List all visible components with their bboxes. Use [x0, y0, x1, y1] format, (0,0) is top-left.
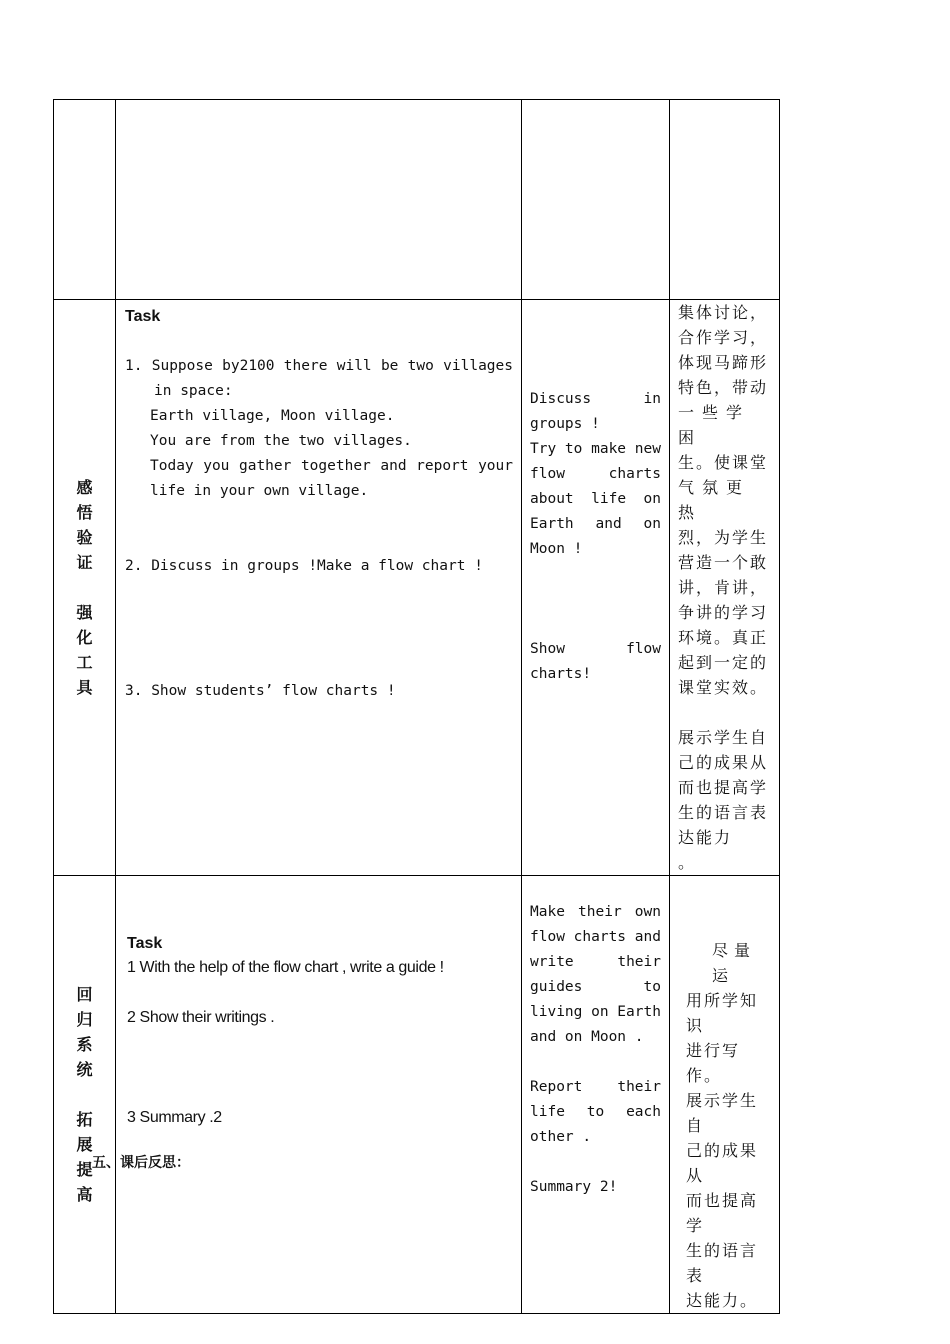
empty-cell — [670, 100, 780, 300]
student-text: groups ! — [530, 416, 600, 432]
note-line: 营造一个敢 — [678, 553, 769, 572]
note-line: 生的语言表 — [678, 803, 769, 822]
note-line: 尽量运 — [712, 941, 757, 985]
student-text: to — [643, 979, 661, 995]
note-line: 合作学习， — [678, 328, 769, 347]
task-title: Task — [127, 935, 163, 952]
stage-label — [54, 300, 116, 876]
note-line: 特色，带动 — [678, 378, 769, 397]
student-activity-cell — [522, 876, 670, 1314]
student-text: own — [634, 904, 661, 920]
student-text: other . — [530, 1129, 592, 1145]
task-item: Earth village, Moon village. — [150, 408, 395, 424]
student-text: charts — [608, 466, 661, 482]
student-text: charts! — [530, 666, 592, 682]
table-row-empty — [54, 100, 780, 300]
note-line: 己的成果从 — [686, 1141, 759, 1185]
teacher-activity-cell — [116, 876, 522, 1314]
note-line: 展示学生自 — [686, 1091, 759, 1135]
stage-line: 工 具 — [76, 653, 105, 697]
empty-cell — [116, 100, 522, 300]
note-line: 一些学困 — [678, 403, 751, 447]
design-note-cell — [670, 876, 780, 1314]
task-item: in space: — [154, 383, 233, 399]
note-line: 体现马蹄形 — [678, 353, 769, 372]
task-item: 3 Summary .2 — [127, 1109, 222, 1126]
student-text: to — [586, 1104, 605, 1120]
table-row-task-1 — [54, 300, 780, 876]
note-line: 环境。真正 — [678, 628, 769, 647]
stage-line: 提 高 — [76, 1160, 105, 1204]
stage-line: 系 统 — [76, 1035, 105, 1079]
note-line: 而也提高学 — [678, 778, 769, 797]
student-text: Earth — [530, 516, 574, 532]
student-text: Report — [530, 1079, 583, 1095]
note-line: 生。使课堂 — [678, 453, 769, 472]
note-line: 而也提高学 — [686, 1191, 759, 1235]
note-line: 己的成果从 — [678, 753, 769, 772]
student-text: their — [617, 954, 661, 970]
student-text: write — [530, 954, 574, 970]
student-text: Moon ! — [530, 541, 583, 557]
student-text: their — [617, 1079, 661, 1095]
student-text: flow — [530, 466, 565, 482]
task-item: 2 Show their writings . — [127, 1009, 275, 1026]
student-text: Summary 2! — [530, 1179, 618, 1195]
student-text: charts — [573, 929, 627, 945]
stage-line: 强 化 — [76, 603, 105, 647]
student-text: flow — [530, 929, 565, 945]
note-line: 展示学生自 — [678, 728, 769, 747]
task-item: 3. Show students’ flow charts ! — [125, 683, 396, 699]
student-text: Show — [530, 641, 565, 657]
stage-line: 验 证 — [76, 528, 105, 572]
student-text: in — [643, 391, 661, 407]
note-line: 烈，为学生 — [678, 528, 769, 547]
note-line: 起到一定的 — [678, 653, 769, 672]
note-line: 进行写作。 — [686, 1041, 741, 1085]
task-item: life in your own village. — [150, 483, 369, 499]
student-text: their — [578, 904, 622, 920]
student-text: guides — [530, 979, 583, 995]
stage-line: 感 悟 — [76, 478, 105, 522]
design-note-cell — [670, 300, 780, 876]
lesson-plan-table — [53, 99, 780, 1314]
student-text: life — [530, 1104, 565, 1120]
student-activity-cell — [522, 300, 670, 876]
empty-cell — [522, 100, 670, 300]
student-text: and — [634, 929, 661, 945]
stage-label — [54, 876, 116, 1314]
table-row-task-2 — [54, 876, 780, 1314]
note-line: 生的语言表 — [686, 1241, 759, 1285]
student-text: on — [643, 516, 661, 532]
note-line: 课堂实效。 — [678, 678, 769, 697]
student-text: about — [530, 491, 574, 507]
student-text: each — [626, 1104, 661, 1120]
student-text: living on Earth — [530, 1004, 661, 1020]
note-line: 达能力。 — [686, 1291, 759, 1310]
stage-line: 拓 展 — [76, 1110, 105, 1154]
note-line: 用所学知识 — [686, 991, 759, 1035]
note-line: 集体讨论， — [678, 303, 769, 322]
task-item: You are from the two villages. — [150, 433, 412, 449]
student-text: flow — [626, 641, 661, 657]
note-line: 气氛更热 — [678, 478, 751, 522]
student-text: and — [595, 516, 622, 532]
student-text: and on Moon . — [530, 1029, 644, 1045]
note-line: 。 — [678, 853, 697, 872]
note-line: 达能力 — [678, 828, 733, 847]
note-line: 讲，肯讲， — [678, 578, 769, 597]
student-text: Discuss — [530, 391, 592, 407]
task-item: Today you gather together and report your — [150, 458, 513, 474]
task-item: 1. Suppose by2100 there will be two villages — [125, 358, 513, 374]
task-item: 1 With the help of the flow chart , write a guide ! — [127, 959, 444, 976]
task-item: 2. Discuss in groups !Make a flow chart ! — [125, 558, 483, 574]
student-text: life — [591, 491, 627, 507]
note-line: 争讲的学习 — [678, 603, 769, 622]
student-text: on — [643, 491, 661, 507]
empty-cell — [54, 100, 116, 300]
student-text: Try to make new — [530, 441, 661, 457]
section-heading-reflection: 五、课后反思： — [92, 1155, 190, 1171]
student-text: Make — [530, 904, 565, 920]
teacher-activity-cell — [116, 300, 522, 876]
stage-line: 回 归 — [76, 985, 105, 1029]
task-title: Task — [125, 308, 161, 325]
